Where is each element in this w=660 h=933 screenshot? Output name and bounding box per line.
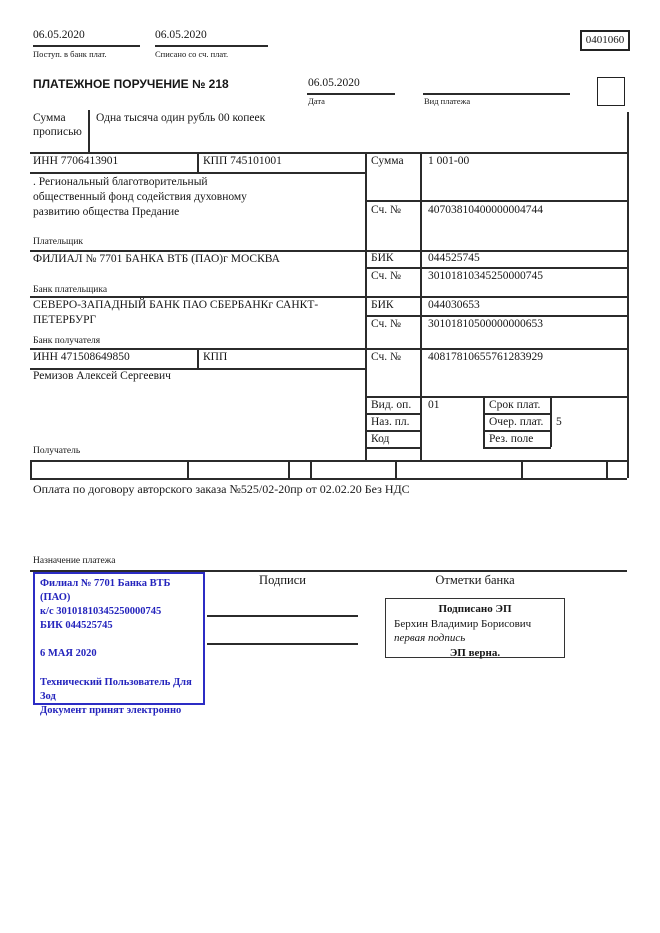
stamp-signature-kind: первая подпись — [394, 632, 466, 644]
table-line — [483, 447, 551, 449]
payment-kind-label: Вид платежа — [424, 96, 471, 106]
payee-bank-bik-value: 044030653 — [428, 299, 480, 311]
blue-stamp-line: БИК 044525745 — [40, 620, 113, 631]
blue-stamp-line: 6 МАЯ 2020 — [40, 648, 97, 659]
payer-name-line1: . Региональный благотворительный — [33, 176, 208, 188]
table-line — [30, 348, 627, 350]
payee-name: Ремизов Алексей Сергеевич — [33, 370, 171, 382]
table-line — [30, 296, 627, 298]
payee-inn: ИНН 471508649850 — [33, 351, 130, 363]
table-line — [30, 478, 627, 480]
payee-account-value: 40817810655761283929 — [428, 351, 543, 363]
purpose-section-label: Назначение платежа — [33, 556, 116, 566]
table-line — [550, 396, 552, 447]
table-line — [365, 430, 421, 432]
strip-cell-line — [521, 460, 523, 478]
strip-cell-line — [30, 460, 32, 478]
amount-words-label1: Сумма — [33, 112, 66, 124]
payee-bank-name-line1: СЕВЕРО-ЗАПАДНЫЙ БАНК ПАО СБЕРБАНКг САНКТ- — [33, 299, 319, 311]
payer-bank-section-label: Банк плательщика — [33, 285, 108, 295]
blue-stamp-line: к/с 30101810345250000745 — [40, 606, 162, 617]
payee-bank-account-value: 30101810500000000653 — [428, 318, 543, 330]
signature-line — [207, 615, 358, 617]
table-line — [30, 250, 627, 252]
blue-stamp-line: Филиал № 7701 Банка ВТБ (ПАО) — [40, 578, 171, 603]
table-line — [365, 267, 627, 269]
priority-value: 5 — [556, 416, 562, 428]
payer-name-line2: общественный фонд содействия духовному — [33, 191, 247, 203]
payer-inn: ИНН 7706413901 — [33, 155, 119, 167]
stamp-signer-name: Берхин Владимир Борисович — [394, 617, 532, 630]
blue-stamp-line: Документ принят электронно — [40, 705, 182, 716]
amount-words-text: Одна тысяча один рубль 00 копеек — [96, 112, 266, 124]
table-right-border — [627, 112, 629, 478]
amount-value: 1 001-00 — [428, 155, 470, 167]
form-code-box: 0401060 — [580, 30, 630, 51]
payee-bank-bik-label: БИК — [371, 299, 394, 311]
table-line — [365, 396, 627, 398]
payer-name-line3: развитию общества Предание — [33, 206, 180, 218]
payer-bank-bik-label: БИК — [371, 252, 394, 264]
payee-kpp-label: КПП — [203, 351, 228, 363]
amount-words-label2: прописью — [33, 126, 82, 138]
payer-account-value: 40703810400000004744 — [428, 204, 543, 216]
table-line — [365, 413, 421, 415]
table-line — [30, 172, 365, 174]
received-date: 06.05.2020 — [33, 29, 85, 41]
table-line — [365, 152, 367, 460]
debited-date-underline — [155, 45, 268, 47]
doc-date-underline — [307, 93, 395, 95]
table-line — [30, 460, 627, 462]
payer-kpp: КПП 745101001 — [203, 155, 282, 167]
table-line — [483, 396, 485, 447]
stamp-signed-label: Подписано ЭП — [438, 603, 512, 615]
payment-kind-underline — [423, 93, 570, 95]
signatures-title: Подписи — [259, 573, 306, 587]
table-line — [30, 152, 627, 154]
due-date-label: Срок плат. — [489, 399, 541, 411]
payer-bank-account-label: Сч. № — [371, 270, 402, 282]
table-line — [197, 348, 199, 368]
stamp-verified-label: ЭП верна. — [449, 646, 501, 659]
priority-label: Очер. плат. — [489, 416, 544, 428]
payer-bank-account-value: 30101810345250000745 — [428, 270, 543, 282]
strip-cell-line — [310, 460, 312, 478]
payee-bank-account-label: Сч. № — [371, 318, 402, 330]
amount-label: Сумма — [371, 155, 404, 167]
doc-date: 06.05.2020 — [308, 77, 360, 89]
code-label: Код — [371, 433, 390, 445]
e-signature-stamp — [385, 598, 565, 658]
strip-cell-line — [395, 460, 397, 478]
table-line — [483, 413, 551, 415]
payee-account-label: Сч. № — [371, 351, 402, 363]
table-line — [420, 152, 422, 460]
debited-date: 06.05.2020 — [155, 29, 207, 41]
payer-bank-bik-value: 044525745 — [428, 252, 480, 264]
bank-blue-stamp — [33, 572, 205, 716]
payer-bank-name: ФИЛИАЛ № 7701 БАНКА ВТБ (ПАО)г МОСКВА — [33, 253, 280, 265]
payment-purpose-text: Оплата по договору авторского заказа №525/02-20пр от 02.02.20 Без НДС — [33, 482, 410, 496]
payer-section-label: Плательщик — [33, 237, 84, 247]
purpose-code-label: Наз. пл. — [371, 416, 410, 428]
table-line — [197, 152, 199, 172]
blue-stamp-line: Зод — [40, 691, 56, 702]
payee-section-label: Получатель — [33, 446, 81, 456]
payer-account-label: Сч. № — [371, 204, 402, 216]
blue-stamp-line: Технический Пользователь Для — [40, 677, 192, 688]
amount-words-divider — [88, 110, 90, 153]
bank-marks-title: Отметки банка — [435, 573, 515, 587]
payee-bank-name-line2: ПЕТЕРБУРГ — [33, 314, 97, 326]
strip-cell-line — [187, 460, 189, 478]
strip-cell-line — [606, 460, 608, 478]
op-kind-label: Вид. оп. — [371, 399, 412, 411]
op-kind-value: 01 — [428, 399, 440, 411]
received-date-underline — [33, 45, 140, 47]
table-line — [365, 447, 421, 449]
table-line — [483, 430, 551, 432]
strip-cell-line — [288, 460, 290, 478]
received-date-label: Поступ. в банк плат. — [33, 49, 107, 59]
reserve-label: Рез. поле — [489, 433, 534, 445]
payee-bank-section-label: Банк получателя — [33, 336, 101, 346]
doc-date-label: Дата — [308, 96, 325, 106]
table-line — [365, 200, 627, 202]
payment-kind-code-box — [597, 77, 625, 106]
document-title: ПЛАТЕЖНОЕ ПОРУЧЕНИЕ № 218 — [33, 77, 229, 91]
signature-line — [207, 643, 358, 645]
debited-date-label: Списано со сч. плат. — [155, 49, 229, 59]
table-line — [365, 315, 627, 317]
